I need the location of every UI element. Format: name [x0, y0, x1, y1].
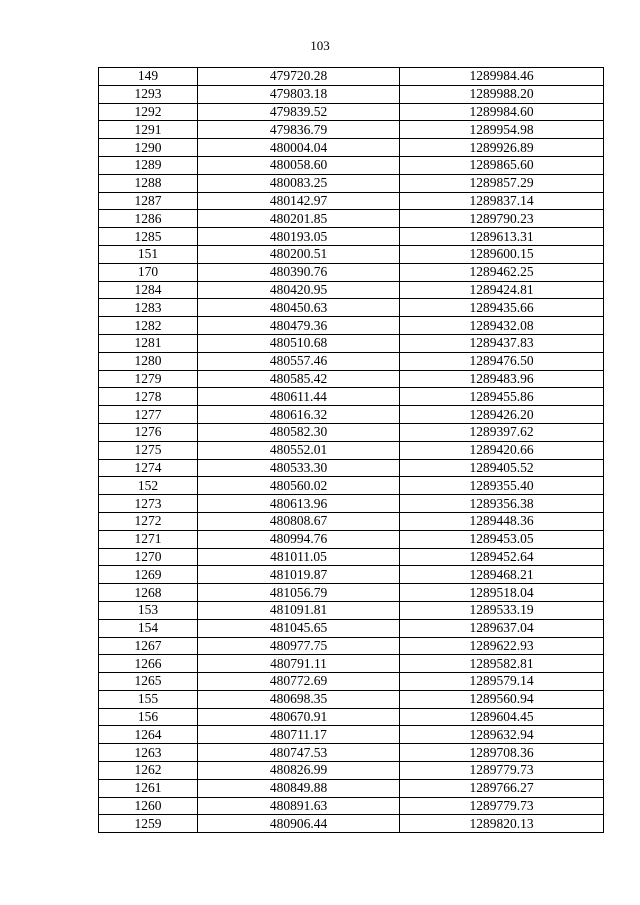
x-coordinate-cell: 480611.44: [198, 388, 400, 406]
y-coordinate-cell: 1289405.52: [400, 459, 604, 477]
y-coordinate-cell: 1289356.38: [400, 495, 604, 513]
x-coordinate-cell: 480616.32: [198, 406, 400, 424]
point-number-cell: 152: [99, 477, 198, 495]
x-coordinate-cell: 481091.81: [198, 601, 400, 619]
y-coordinate-cell: 1289426.20: [400, 406, 604, 424]
y-coordinate-cell: 1289820.13: [400, 815, 604, 833]
table-row: [99, 512, 604, 530]
table-row: [99, 548, 604, 566]
x-coordinate-cell: 480613.96: [198, 495, 400, 513]
point-number-cell: 156: [99, 708, 198, 726]
x-coordinate-cell: 480826.99: [198, 762, 400, 780]
x-coordinate-cell: 480557.46: [198, 352, 400, 370]
x-coordinate-cell: 480200.51: [198, 245, 400, 263]
x-coordinate-cell: 480582.30: [198, 423, 400, 441]
point-number-cell: 1290: [99, 139, 198, 157]
x-coordinate-cell: 480698.35: [198, 690, 400, 708]
table-row: [99, 103, 604, 121]
table-row: [99, 174, 604, 192]
x-coordinate-cell: 480560.02: [198, 477, 400, 495]
table-row: [99, 637, 604, 655]
x-coordinate-cell: 480791.11: [198, 655, 400, 673]
point-number-cell: 1266: [99, 655, 198, 673]
point-number-cell: 1260: [99, 797, 198, 815]
x-coordinate-cell: 479839.52: [198, 103, 400, 121]
y-coordinate-cell: 1289355.40: [400, 477, 604, 495]
point-number-cell: 151: [99, 245, 198, 263]
table-row: [99, 85, 604, 103]
y-coordinate-cell: 1289766.27: [400, 779, 604, 797]
point-number-cell: 1264: [99, 726, 198, 744]
table-row: [99, 779, 604, 797]
x-coordinate-cell: 479803.18: [198, 85, 400, 103]
x-coordinate-cell: 480533.30: [198, 459, 400, 477]
point-number-cell: 1277: [99, 406, 198, 424]
table-row: [99, 441, 604, 459]
table-row: [99, 673, 604, 691]
y-coordinate-cell: 1289988.20: [400, 85, 604, 103]
table-row: [99, 815, 604, 833]
table-row: [99, 601, 604, 619]
point-number-cell: 1267: [99, 637, 198, 655]
point-number-cell: 1273: [99, 495, 198, 513]
y-coordinate-cell: 1289518.04: [400, 584, 604, 602]
x-coordinate-cell: 480479.36: [198, 317, 400, 335]
table-row: [99, 406, 604, 424]
point-number-cell: 1282: [99, 317, 198, 335]
table-row: [99, 744, 604, 762]
point-number-cell: 1275: [99, 441, 198, 459]
point-number-cell: 153: [99, 601, 198, 619]
y-coordinate-cell: 1289954.98: [400, 121, 604, 139]
point-number-cell: 1259: [99, 815, 198, 833]
y-coordinate-cell: 1289865.60: [400, 156, 604, 174]
y-coordinate-cell: 1289437.83: [400, 334, 604, 352]
table-row: [99, 228, 604, 246]
table-row: [99, 797, 604, 815]
y-coordinate-cell: 1289432.08: [400, 317, 604, 335]
table-row: [99, 566, 604, 584]
x-coordinate-cell: 479836.79: [198, 121, 400, 139]
y-coordinate-cell: 1289560.94: [400, 690, 604, 708]
point-number-cell: 1276: [99, 423, 198, 441]
point-number-cell: 1280: [99, 352, 198, 370]
x-coordinate-cell: 480083.25: [198, 174, 400, 192]
point-number-cell: 1291: [99, 121, 198, 139]
coordinates-table: [98, 67, 604, 833]
x-coordinate-cell: 480201.85: [198, 210, 400, 228]
table-row: [99, 477, 604, 495]
point-number-cell: 1283: [99, 299, 198, 317]
y-coordinate-cell: 1289779.73: [400, 797, 604, 815]
table-row: [99, 619, 604, 637]
y-coordinate-cell: 1289632.94: [400, 726, 604, 744]
point-number-cell: 170: [99, 263, 198, 281]
y-coordinate-cell: 1289582.81: [400, 655, 604, 673]
x-coordinate-cell: 480906.44: [198, 815, 400, 833]
y-coordinate-cell: 1289790.23: [400, 210, 604, 228]
y-coordinate-cell: 1289637.04: [400, 619, 604, 637]
table-row: [99, 317, 604, 335]
point-number-cell: 1278: [99, 388, 198, 406]
table-row: [99, 139, 604, 157]
y-coordinate-cell: 1289600.15: [400, 245, 604, 263]
table-row: [99, 192, 604, 210]
table-row: [99, 299, 604, 317]
y-coordinate-cell: 1289452.64: [400, 548, 604, 566]
point-number-cell: 149: [99, 68, 198, 86]
x-coordinate-cell: 480193.05: [198, 228, 400, 246]
point-number-cell: 1284: [99, 281, 198, 299]
x-coordinate-cell: 481011.05: [198, 548, 400, 566]
x-coordinate-cell: 480994.76: [198, 530, 400, 548]
table-row: [99, 68, 604, 86]
x-coordinate-cell: 480142.97: [198, 192, 400, 210]
table-row: [99, 495, 604, 513]
y-coordinate-cell: 1289579.14: [400, 673, 604, 691]
table-row: [99, 334, 604, 352]
y-coordinate-cell: 1289483.96: [400, 370, 604, 388]
y-coordinate-cell: 1289453.05: [400, 530, 604, 548]
table-row: [99, 121, 604, 139]
table-row: [99, 584, 604, 602]
point-number-cell: 1274: [99, 459, 198, 477]
table-row: [99, 263, 604, 281]
table-row: [99, 423, 604, 441]
y-coordinate-cell: 1289448.36: [400, 512, 604, 530]
table-row: [99, 690, 604, 708]
point-number-cell: 1271: [99, 530, 198, 548]
y-coordinate-cell: 1289837.14: [400, 192, 604, 210]
table-row: [99, 726, 604, 744]
x-coordinate-cell: 479720.28: [198, 68, 400, 86]
x-coordinate-cell: 480670.91: [198, 708, 400, 726]
x-coordinate-cell: 480747.53: [198, 744, 400, 762]
x-coordinate-cell: 480390.76: [198, 263, 400, 281]
table-row: [99, 245, 604, 263]
y-coordinate-cell: 1289468.21: [400, 566, 604, 584]
table-row: [99, 388, 604, 406]
y-coordinate-cell: 1289984.60: [400, 103, 604, 121]
point-number-cell: 1265: [99, 673, 198, 691]
point-number-cell: 1270: [99, 548, 198, 566]
table-row: [99, 352, 604, 370]
x-coordinate-cell: 480849.88: [198, 779, 400, 797]
point-number-cell: 1269: [99, 566, 198, 584]
table-row: [99, 210, 604, 228]
x-coordinate-cell: 481056.79: [198, 584, 400, 602]
point-number-cell: 1293: [99, 85, 198, 103]
point-number-cell: 1287: [99, 192, 198, 210]
y-coordinate-cell: 1289622.93: [400, 637, 604, 655]
point-number-cell: 1268: [99, 584, 198, 602]
point-number-cell: 1292: [99, 103, 198, 121]
point-number-cell: 1288: [99, 174, 198, 192]
point-number-cell: 1285: [99, 228, 198, 246]
table-row: [99, 530, 604, 548]
point-number-cell: 1272: [99, 512, 198, 530]
point-number-cell: 1289: [99, 156, 198, 174]
x-coordinate-cell: 480891.63: [198, 797, 400, 815]
x-coordinate-cell: 480977.75: [198, 637, 400, 655]
y-coordinate-cell: 1289604.45: [400, 708, 604, 726]
y-coordinate-cell: 1289455.86: [400, 388, 604, 406]
y-coordinate-cell: 1289435.66: [400, 299, 604, 317]
point-number-cell: 154: [99, 619, 198, 637]
x-coordinate-cell: 481019.87: [198, 566, 400, 584]
table-row: [99, 459, 604, 477]
point-number-cell: 1263: [99, 744, 198, 762]
y-coordinate-cell: 1289420.66: [400, 441, 604, 459]
x-coordinate-cell: 480552.01: [198, 441, 400, 459]
table-row: [99, 762, 604, 780]
table-row: [99, 655, 604, 673]
point-number-cell: 1279: [99, 370, 198, 388]
table-row: [99, 156, 604, 174]
x-coordinate-cell: 481045.65: [198, 619, 400, 637]
y-coordinate-cell: 1289424.81: [400, 281, 604, 299]
x-coordinate-cell: 480772.69: [198, 673, 400, 691]
table-row: [99, 708, 604, 726]
y-coordinate-cell: 1289533.19: [400, 601, 604, 619]
x-coordinate-cell: 480420.95: [198, 281, 400, 299]
y-coordinate-cell: 1289708.36: [400, 744, 604, 762]
coordinates-table-body: [99, 68, 604, 833]
y-coordinate-cell: 1289857.29: [400, 174, 604, 192]
y-coordinate-cell: 1289613.31: [400, 228, 604, 246]
y-coordinate-cell: 1289397.62: [400, 423, 604, 441]
point-number-cell: 1286: [99, 210, 198, 228]
page-number: 103: [310, 38, 330, 53]
table-row: [99, 370, 604, 388]
point-number-cell: 1261: [99, 779, 198, 797]
x-coordinate-cell: 480585.42: [198, 370, 400, 388]
y-coordinate-cell: 1289984.46: [400, 68, 604, 86]
point-number-cell: 1262: [99, 762, 198, 780]
y-coordinate-cell: 1289779.73: [400, 762, 604, 780]
table-row: [99, 281, 604, 299]
y-coordinate-cell: 1289476.50: [400, 352, 604, 370]
x-coordinate-cell: 480510.68: [198, 334, 400, 352]
y-coordinate-cell: 1289462.25: [400, 263, 604, 281]
x-coordinate-cell: 480711.17: [198, 726, 400, 744]
x-coordinate-cell: 480058.60: [198, 156, 400, 174]
x-coordinate-cell: 480004.04: [198, 139, 400, 157]
y-coordinate-cell: 1289926.89: [400, 139, 604, 157]
point-number-cell: 1281: [99, 334, 198, 352]
point-number-cell: 155: [99, 690, 198, 708]
x-coordinate-cell: 480808.67: [198, 512, 400, 530]
x-coordinate-cell: 480450.63: [198, 299, 400, 317]
